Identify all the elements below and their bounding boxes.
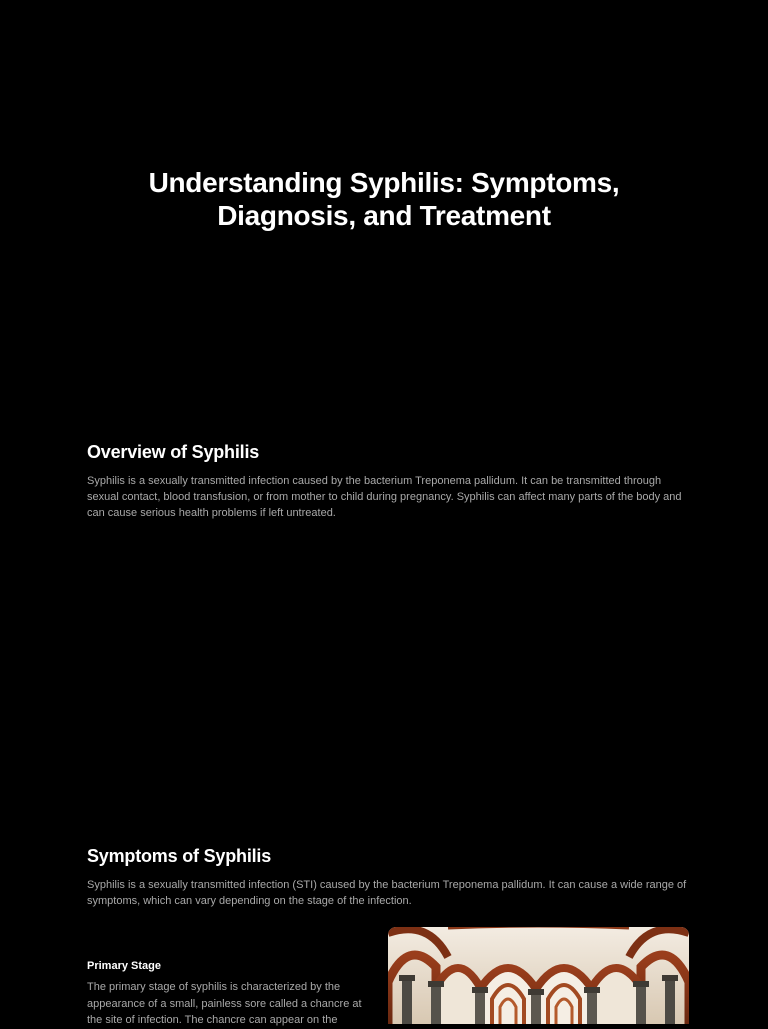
primary-stage-text: The primary stage of syphilis is characterized by the appearance of a small, painless sore called a chancre at the site of infection. The chancre can appear on the (87, 981, 362, 1026)
cloister-arches-image (388, 927, 689, 1024)
overview-heading: Overview of Syphilis (87, 442, 260, 462)
overview-text: Syphilis is a sexually transmitted infection caused by the bacterium Treponema pallidum. It can be transmitted through sexual contact, blood transfusion, or from mother to child during pregnancy. Syphilis can affect many parts of the body and can cause serious health problems if left untreated. (87, 475, 682, 519)
primary-stage-heading: Primary Stage (87, 960, 161, 972)
page-title: Understanding Syphilis: Symptoms, Diagnosis, and Treatment (148, 167, 620, 231)
symptoms-heading: Symptoms of Syphilis (87, 846, 272, 866)
symptoms-text: Syphilis is a sexually transmitted infection (STI) caused by the bacterium Treponema pallidum. It can cause a wide range of symptoms, which can vary depending on the stage of the infection. (87, 879, 687, 907)
